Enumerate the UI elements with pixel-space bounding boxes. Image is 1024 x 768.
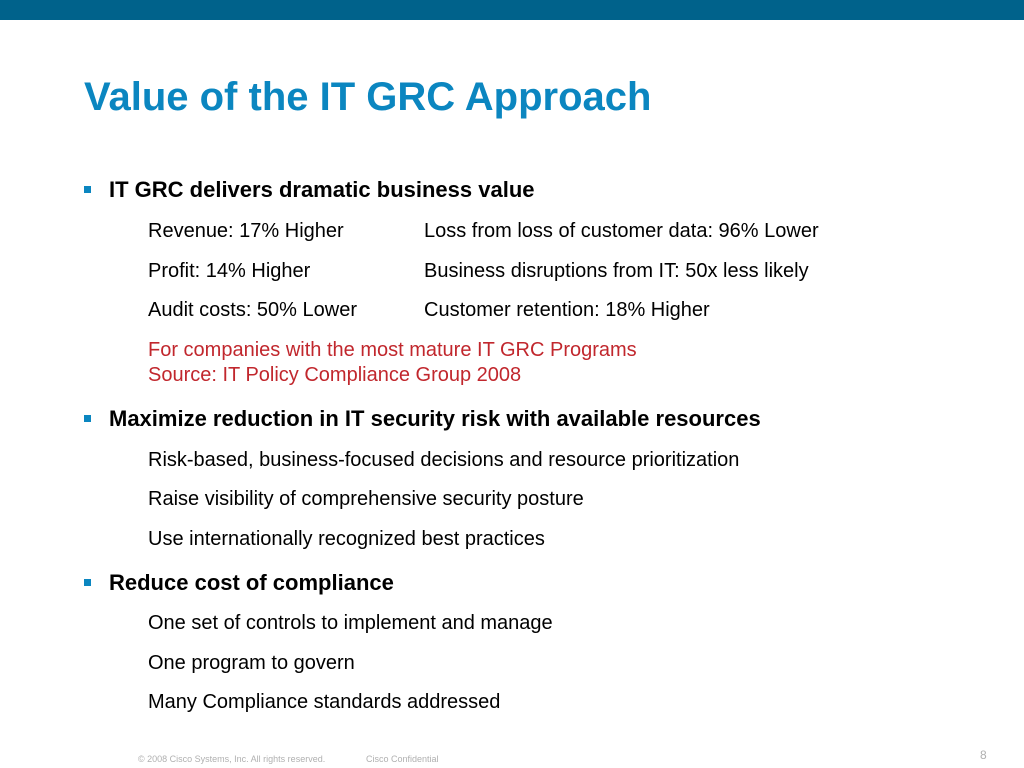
table-cell-business-disruptions: Business disruptions from IT: 50x less likely bbox=[424, 260, 809, 282]
bullet-business-value bbox=[109, 176, 535, 204]
note-source: Source: IT Policy Compliance Group 2008 bbox=[148, 364, 522, 386]
list-item: Use internationally recognized best practices bbox=[148, 528, 545, 550]
square-bullet-icon bbox=[84, 186, 91, 193]
table-cell-audit-costs: Audit costs: 50% Lower bbox=[148, 299, 357, 321]
list-item: Risk-based, business-focused decisions and resource prioritization bbox=[148, 449, 740, 471]
footer-confidential: Cisco Confidential bbox=[366, 754, 439, 764]
page-number: 8 bbox=[980, 748, 987, 762]
table-cell-customer-data-loss: Loss from loss of customer data: 96% Lower bbox=[424, 220, 819, 242]
bullet-heading: IT GRC delivers dramatic business value bbox=[109, 177, 535, 202]
square-bullet-icon bbox=[84, 579, 91, 586]
bullet-heading: Reduce cost of compliance bbox=[109, 570, 394, 595]
footer-copyright: © 2008 Cisco Systems, Inc. All rights reserved. bbox=[138, 754, 326, 764]
list-item: One program to govern bbox=[148, 652, 355, 674]
bullet-heading: Maximize reduction in IT security risk with available resources bbox=[109, 406, 761, 431]
list-item: Raise visibility of comprehensive security posture bbox=[148, 488, 584, 510]
note-mature-programs: For companies with the most mature IT GRC Programs bbox=[148, 339, 637, 361]
top-header-bar bbox=[0, 0, 1024, 20]
table-cell-profit: Profit: 14% Higher bbox=[148, 260, 311, 282]
bullet-compliance-cost bbox=[109, 569, 394, 597]
list-item: Many Compliance standards addressed bbox=[148, 691, 501, 713]
list-item: One set of controls to implement and manage bbox=[148, 612, 553, 634]
square-bullet-icon bbox=[84, 415, 91, 422]
bullet-risk-reduction bbox=[109, 405, 761, 433]
table-cell-customer-retention: Customer retention: 18% Higher bbox=[424, 299, 710, 321]
slide-title: Value of the IT GRC Approach bbox=[84, 75, 652, 119]
table-cell-revenue: Revenue: 17% Higher bbox=[148, 220, 344, 242]
